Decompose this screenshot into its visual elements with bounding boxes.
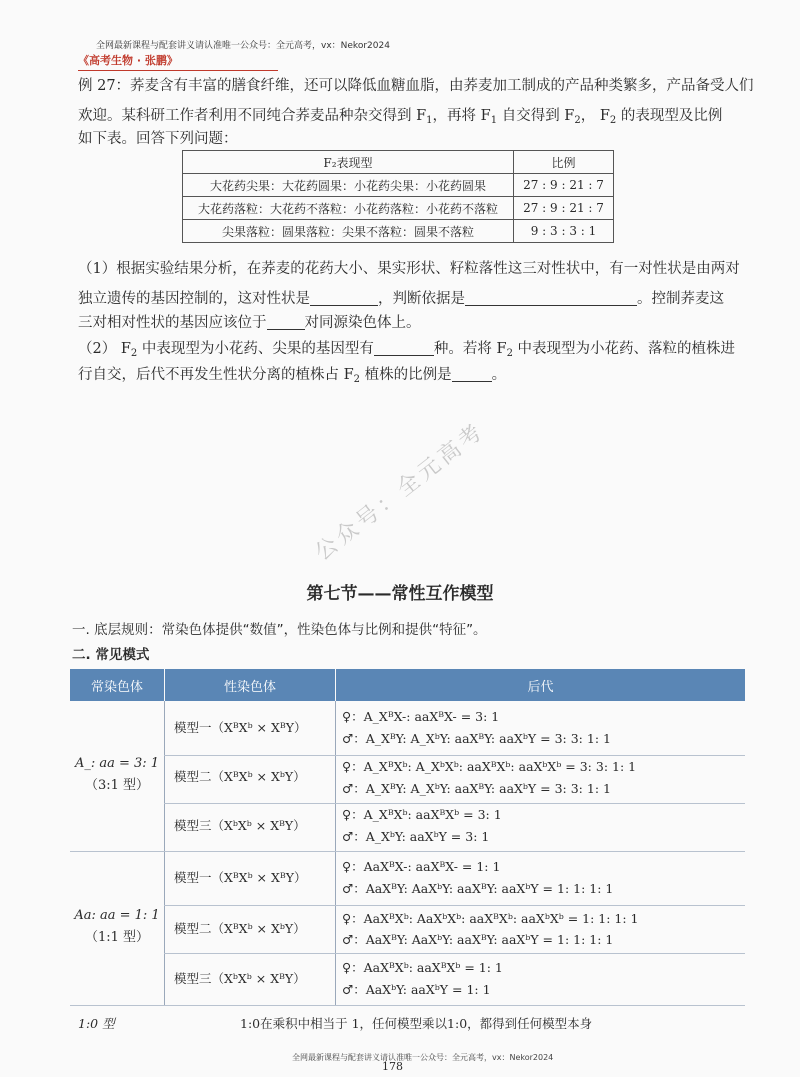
brand-title: 《高考生物 · 张鹏》 [78,54,178,67]
example-line-3: 如下表。回答下列问题： [78,131,238,147]
offspring-female: ♀：A_XᴮXᵇ: A_XᵇXᵇ: aaXᴮXᵇ: aaXᵇXᵇ = 3: 3: 1: 1 [342,759,637,774]
rule-heading: 一. 底层规则：常染色体提供“数值”，性染色体与比例和提供“特征”。 [72,622,487,638]
answer-blank[interactable] [310,290,378,306]
section-title: 第七节——常性互作模型 [306,584,494,604]
autosome-ratio-text: A_: aa = 3: 1 [74,756,160,771]
example-text: 的表现型及比例 [616,108,723,124]
subscript: 1 [426,115,433,126]
question-1-line-1: （1）根据实验结果分析，在荞麦的花药大小、果实形状、籽粒落性这三对性状中，有一对性状是由两对 [78,261,740,277]
model-label: 模型一（XᴮXᵇ × XᴮY） [174,720,307,735]
subscript: 2 [130,348,138,359]
column-header-offspring: 后代 [336,669,745,701]
example-text: ，再将 F [432,108,491,124]
model-label: 模型三（XᵇXᵇ × XᴮY） [174,971,306,986]
answer-blank[interactable] [465,290,637,306]
subscript: 2 [609,115,617,126]
table-cell: 大花药落粒：大花药不落粒：小花药落粒：小花药不落粒 [183,197,514,220]
header-note: 全网最新课程与配套讲义请认准唯一公众号：全元高考，vx：Nekor2024 [96,41,390,51]
table-header: 比例 [514,151,614,174]
table-cell: 尖果落粒：圆果落粒：尖果不落粒：圆果不落粒 [183,220,514,243]
model-label: 模型二（XᴮXᵇ × XᵇY） [174,921,306,936]
question-text: 三对相对性状的基因应该位于 [78,315,267,331]
table-cell: 27 : 9 : 21 : 7 [514,197,614,220]
question-text: 中表现型为小花药、尖果的基因型有 [137,341,374,357]
offspring-male: ♂：AaXᴮY: AaXᵇY: aaXᴮY: aaXᵇY = 1: 1: 1: 1 [342,881,614,896]
question-text: 植株的比例是 [360,367,452,383]
table-row [183,174,614,197]
table-row [183,220,614,243]
table-header-row [183,151,614,174]
autosome-type: （3:1 型） [84,778,150,793]
f2-phenotype-table [182,150,614,243]
question-text: （2） F [78,341,131,357]
question-2-line-2 [78,359,728,396]
example-text: ， F [580,108,610,124]
offspring-male: ♂：A_XᵇY: aaXᵇY = 3: 1 [342,829,490,844]
offspring-male: ♂：AaXᴮY: AaXᵇY: aaXᴮY: aaXᵇY = 1: 1: 1: 1 [342,932,614,947]
subscript: 1 [490,115,498,126]
autosome-ratio-text: Aa: aa = 1: 1 [74,908,160,923]
question-text: ，判断依据是 [378,291,465,307]
offspring-female: ♀：AaXᴮXᵇ: aaXᴮXᵇ = 1: 1 [342,960,503,975]
last-row-label [78,1013,115,1035]
group-divider [70,851,745,852]
table-cell: 9 : 3 : 3 : 1 [514,220,614,243]
column-header-sex-chromosome: 性染色体 [165,669,335,701]
last-row-label-text: 1:0 型 [78,1016,115,1031]
model-label: 模型一（XᴮXᵇ × XᴮY） [174,870,307,885]
question-text: 对同源染色体上。 [304,315,421,331]
question-text: 。 [491,367,507,383]
model-label: 模型二（XᴮXᵇ × XᵇY） [174,769,306,784]
subscript: 2 [574,115,581,126]
offspring-female: ♀：AaXᴮX-: aaXᴮX- = 1: 1 [342,859,501,874]
question-text: 种。若将 F [433,341,507,357]
autosome-ratio [70,753,164,775]
offspring-male: ♂：A_XᴮY: A_XᵇY: aaXᴮY: aaXᵇY = 3: 3: 1: 1 [342,781,611,796]
table-cell: 27 : 9 : 21 : 7 [514,174,614,197]
page-number: 178 [382,1060,403,1073]
subscript: 2 [353,374,361,385]
offspring-female: ♀：A_XᴮXᵇ: aaXᴮXᵇ = 3: 1 [342,807,502,822]
example-text: 自交得到 F [497,108,575,124]
footer-note: 全网最新课程与配套讲义请认准唯一公众号：全元高考，vx：Nekor2024 [292,1053,554,1062]
column-divider [164,701,165,1005]
row-divider [164,953,745,954]
autosome-ratio [70,905,164,927]
answer-blank[interactable] [452,366,492,382]
subscript: 2 [506,348,513,359]
autosome-type: （1:1 型） [84,930,150,945]
question-text: 行自交，后代不再发生性状分离的植株占 F [78,367,354,383]
question-text: 。控制荞麦这 [637,291,724,307]
offspring-female: ♀：A_XᴮX-: aaXᴮX- = 3: 1 [342,709,500,724]
question-text: 独立遗传的基因控制的，这对性状是 [78,291,310,307]
model-table [70,669,745,1047]
offspring-female: ♀：AaXᴮXᵇ: AaXᵇXᵇ: aaXᴮXᵇ: aaXᵇXᵇ = 1: 1: 1: 1 [342,911,639,926]
autosome-ratio-cell [70,905,164,949]
watermark: 公众号：全元高考 [310,418,490,566]
group-divider [70,1005,745,1006]
offspring-male: ♂：A_XᴮY: A_XᵇY: aaXᴮY: aaXᵇY = 3: 3: 1: 1 [342,731,611,746]
autosome-ratio-cell [70,753,164,797]
row-divider [164,905,745,906]
table-header: F₂表现型 [183,151,514,174]
answer-blank[interactable] [374,340,434,356]
offspring-male: ♂：AaXᵇY: aaXᵇY = 1: 1 [342,982,491,997]
example-text: 欢迎。某科研工作者利用不同纯合荞麦品种杂交得到 F [78,108,427,124]
model-label: 模型三（XᵇXᵇ × XᴮY） [174,818,306,833]
table-cell: 大花药尖果：大花药圆果：小花药尖果：小花药圆果 [183,174,514,197]
column-header-autosome: 常染色体 [70,669,164,701]
last-row-text: 1:0在乘积中相当于 1，任何模型乘以1:0，都得到任何模型本身 [240,1016,593,1031]
column-divider [335,701,336,1005]
answer-blank[interactable] [267,314,305,330]
question-text: 中表现型为小花药、落粒的植株进 [512,341,736,357]
example-line-1: 例 27：荞麦含有丰富的膳食纤维，还可以降低血糖血脂，由荞麦加工制成的产品种类繁多，产品备受人们 [78,78,754,94]
table-row [183,197,614,220]
modes-heading: 二. 常见模式 [72,647,150,663]
